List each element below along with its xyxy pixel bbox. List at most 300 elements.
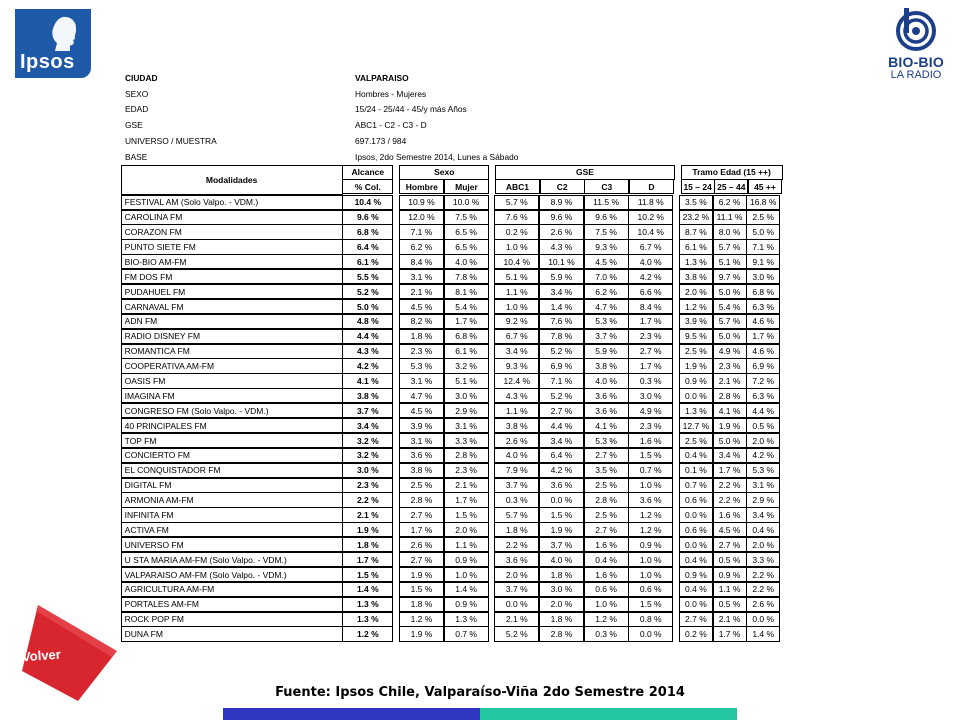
- value-cell: 3.6 %: [628, 492, 673, 507]
- value-cell: 5.2 %: [494, 626, 539, 641]
- table-row: [121, 344, 841, 359]
- value-cell: 2.8 %: [584, 492, 629, 507]
- footer-bar-blue: [223, 708, 480, 720]
- value-cell: 1.7 %: [399, 522, 444, 537]
- meta-row: [125, 117, 518, 133]
- value-cell: 2.5 %: [584, 507, 629, 522]
- value-cell: 0.9 %: [679, 567, 713, 582]
- table-row: [121, 225, 841, 240]
- station-name: PUNTO SIETE FM: [121, 239, 343, 254]
- station-name: BIO-BIO AM-FM: [121, 254, 343, 269]
- table-row: [121, 284, 841, 299]
- value-cell: 1.1 %: [494, 284, 539, 299]
- station-name: OASIS FM: [121, 373, 343, 388]
- value-cell: 3.8 %: [584, 358, 629, 373]
- value-cell: 2.2 %: [746, 582, 780, 597]
- value-cell: 5.7 %: [494, 195, 539, 210]
- value-cell: 9.3 %: [584, 239, 629, 254]
- station-name: ACTIVA FM: [121, 522, 343, 537]
- header-modalidades: Modalidades: [121, 165, 343, 195]
- value-cell: 0.3 %: [628, 373, 673, 388]
- alcance-cell: 4.8 %: [342, 314, 393, 329]
- value-cell: 0.0 %: [679, 507, 713, 522]
- value-cell: 2.7 %: [399, 507, 444, 522]
- value-cell: 3.4 %: [539, 433, 584, 448]
- alcance-cell: 5.5 %: [342, 269, 393, 284]
- value-cell: 4.5 %: [713, 522, 747, 537]
- audience-table: [121, 165, 841, 641]
- station-name: CARNAVAL FM: [121, 299, 343, 314]
- biobio-logo: [880, 6, 952, 100]
- value-cell: 4.9 %: [628, 403, 673, 418]
- meta-key: EDAD: [125, 104, 149, 115]
- value-cell: 6.2 %: [584, 284, 629, 299]
- alcance-cell: 3.4 %: [342, 418, 393, 433]
- value-cell: 4.7 %: [399, 388, 444, 403]
- header-alcance: Alcance: [342, 165, 393, 180]
- table-row: [121, 552, 841, 567]
- station-name: COOPERATIVA AM-FM: [121, 358, 343, 373]
- meta-row: [125, 86, 518, 102]
- value-cell: 0.1 %: [679, 463, 713, 478]
- value-cell: 0.4 %: [679, 448, 713, 463]
- value-cell: 9.2 %: [494, 314, 539, 329]
- value-cell: 1.0 %: [444, 567, 489, 582]
- value-cell: 5.1 %: [713, 254, 747, 269]
- value-cell: 1.8 %: [494, 522, 539, 537]
- meta-value: Ipsos, 2do Semestre 2014, Lunes a Sábado: [355, 151, 519, 162]
- meta-value: 15/24 - 25/44 - 45/y más Años: [355, 104, 467, 115]
- header-gse: GSE: [495, 165, 675, 180]
- value-cell: 5.4 %: [444, 299, 489, 314]
- value-cell: 1.5 %: [444, 507, 489, 522]
- table-row: [121, 329, 841, 344]
- value-cell: 0.2 %: [679, 626, 713, 641]
- value-cell: 4.0 %: [444, 254, 489, 269]
- value-cell: 1.7 %: [444, 492, 489, 507]
- value-cell: 6.9 %: [539, 358, 584, 373]
- value-cell: 3.3 %: [444, 433, 489, 448]
- value-cell: 6.5 %: [444, 224, 489, 239]
- value-cell: 9.3 %: [494, 358, 539, 373]
- value-cell: 1.4 %: [539, 299, 584, 314]
- value-cell: 6.4 %: [539, 448, 584, 463]
- value-cell: 11.8 %: [628, 195, 673, 210]
- value-cell: 5.2 %: [539, 344, 584, 359]
- value-cell: 7.1 %: [399, 224, 444, 239]
- value-cell: 2.1 %: [713, 373, 747, 388]
- value-cell: 2.3 %: [444, 463, 489, 478]
- value-cell: 1.6 %: [628, 433, 673, 448]
- value-cell: 1.2 %: [628, 507, 673, 522]
- header-tramo-edad: Tramo Edad (15 ++): [681, 165, 783, 180]
- value-cell: 1.7 %: [444, 314, 489, 329]
- biobio-name: BIO-BIO: [888, 54, 944, 70]
- value-cell: 1.5 %: [399, 582, 444, 597]
- value-cell: 4.7 %: [584, 299, 629, 314]
- value-cell: 2.3 %: [399, 344, 444, 359]
- table-row: [121, 240, 841, 255]
- alcance-cell: 2.1 %: [342, 507, 393, 522]
- value-cell: 0.0 %: [679, 597, 713, 612]
- value-cell: 2.7 %: [584, 522, 629, 537]
- table-row: [121, 359, 841, 374]
- value-cell: 3.7 %: [584, 329, 629, 344]
- header-sexo-sub: Mujer: [444, 179, 489, 194]
- value-cell: 2.1 %: [399, 284, 444, 299]
- table-row: [121, 627, 841, 642]
- value-cell: 6.6 %: [628, 284, 673, 299]
- station-name: PUDAHUEL FM: [121, 284, 343, 299]
- value-cell: 9.6 %: [584, 210, 629, 225]
- value-cell: 1.9 %: [399, 626, 444, 641]
- header-gse-sub: ABC1: [495, 179, 540, 194]
- table-row: [121, 523, 841, 538]
- value-cell: 3.4 %: [746, 507, 780, 522]
- meta-value: VALPARAISO: [355, 72, 409, 83]
- table-row: [121, 463, 841, 478]
- value-cell: 2.0 %: [746, 433, 780, 448]
- value-cell: 2.9 %: [746, 492, 780, 507]
- value-cell: 2.8 %: [713, 388, 747, 403]
- value-cell: 4.0 %: [628, 254, 673, 269]
- value-cell: 3.9 %: [399, 418, 444, 433]
- value-cell: 3.6 %: [539, 478, 584, 493]
- value-cell: 2.2 %: [494, 537, 539, 552]
- table-row: [121, 210, 841, 225]
- value-cell: 5.0 %: [713, 284, 747, 299]
- alcance-cell: 1.9 %: [342, 522, 393, 537]
- value-cell: 3.0 %: [539, 582, 584, 597]
- value-cell: 8.0 %: [713, 224, 747, 239]
- value-cell: 1.5 %: [539, 507, 584, 522]
- value-cell: 4.2 %: [539, 463, 584, 478]
- table-row: [121, 269, 841, 284]
- value-cell: 7.6 %: [494, 210, 539, 225]
- alcance-cell: 1.3 %: [342, 612, 393, 627]
- value-cell: 0.2 %: [494, 224, 539, 239]
- value-cell: 7.0 %: [584, 269, 629, 284]
- value-cell: 7.6 %: [539, 314, 584, 329]
- value-cell: 0.9 %: [628, 537, 673, 552]
- value-cell: 1.7 %: [628, 358, 673, 373]
- value-cell: 1.1 %: [713, 582, 747, 597]
- value-cell: 0.6 %: [584, 582, 629, 597]
- value-cell: 0.5 %: [713, 552, 747, 567]
- value-cell: 3.7 %: [539, 537, 584, 552]
- value-cell: 1.0 %: [494, 239, 539, 254]
- value-cell: 1.9 %: [713, 418, 747, 433]
- value-cell: 3.1 %: [399, 269, 444, 284]
- value-cell: 1.3 %: [679, 403, 713, 418]
- value-cell: 2.6 %: [399, 537, 444, 552]
- value-cell: 7.1 %: [746, 239, 780, 254]
- value-cell: 2.7 %: [628, 344, 673, 359]
- value-cell: 7.1 %: [539, 373, 584, 388]
- value-cell: 2.0 %: [494, 567, 539, 582]
- value-cell: 8.4 %: [399, 254, 444, 269]
- header-gse-sub: C2: [540, 179, 585, 194]
- value-cell: 0.0 %: [539, 492, 584, 507]
- value-cell: 1.9 %: [399, 567, 444, 582]
- value-cell: 6.5 %: [444, 239, 489, 254]
- alcance-cell: 4.2 %: [342, 358, 393, 373]
- biobio-sub: LA RADIO: [890, 69, 942, 81]
- value-cell: 3.2 %: [444, 358, 489, 373]
- value-cell: 4.6 %: [746, 344, 780, 359]
- value-cell: 3.1 %: [399, 433, 444, 448]
- value-cell: 3.5 %: [584, 463, 629, 478]
- station-name: IMAGINA FM: [121, 388, 343, 403]
- meta-value: Hombres - Mujeres: [355, 88, 427, 99]
- table-row: [121, 433, 841, 448]
- value-cell: 2.5 %: [399, 478, 444, 493]
- value-cell: 0.3 %: [584, 626, 629, 641]
- value-cell: 2.6 %: [746, 597, 780, 612]
- station-name: CONGRESO FM (Solo Valpo. - VDM.): [121, 403, 343, 418]
- value-cell: 0.7 %: [628, 463, 673, 478]
- value-cell: 5.0 %: [713, 329, 747, 344]
- value-cell: 2.1 %: [444, 478, 489, 493]
- value-cell: 5.3 %: [746, 463, 780, 478]
- value-cell: 3.1 %: [399, 373, 444, 388]
- value-cell: 3.8 %: [494, 418, 539, 433]
- value-cell: 2.2 %: [746, 567, 780, 582]
- volver-button-label[interactable]: Volver: [21, 646, 62, 665]
- value-cell: 9.6 %: [539, 210, 584, 225]
- value-cell: 0.6 %: [679, 522, 713, 537]
- value-cell: 4.5 %: [399, 403, 444, 418]
- value-cell: 3.4 %: [494, 344, 539, 359]
- meta-row: [125, 133, 518, 149]
- value-cell: 0.0 %: [679, 537, 713, 552]
- value-cell: 0.0 %: [494, 597, 539, 612]
- value-cell: 1.0 %: [628, 478, 673, 493]
- value-cell: 9.1 %: [746, 254, 780, 269]
- value-cell: 7.9 %: [494, 463, 539, 478]
- value-cell: 0.4 %: [746, 522, 780, 537]
- value-cell: 6.2 %: [713, 195, 747, 210]
- header-pct-col: % Col.: [342, 179, 393, 194]
- value-cell: 2.7 %: [399, 552, 444, 567]
- value-cell: 1.0 %: [628, 552, 673, 567]
- header-edad-sub: 25 – 44: [714, 179, 748, 194]
- header-edad-block: [681, 165, 783, 195]
- value-cell: 2.7 %: [539, 403, 584, 418]
- value-cell: 8.1 %: [444, 284, 489, 299]
- meta-value: ABC1 - C2 - C3 - D: [355, 120, 427, 131]
- value-cell: 2.7 %: [713, 537, 747, 552]
- table-row: [121, 299, 841, 314]
- value-cell: 10.9 %: [399, 195, 444, 210]
- value-cell: 3.7 %: [494, 582, 539, 597]
- value-cell: 1.8 %: [539, 612, 584, 627]
- alcance-cell: 6.4 %: [342, 239, 393, 254]
- value-cell: 2.2 %: [713, 478, 747, 493]
- station-name: UNIVERSO FM: [121, 537, 343, 552]
- value-cell: 0.6 %: [628, 582, 673, 597]
- station-name: EL CONQUISTADOR FM: [121, 463, 343, 478]
- value-cell: 1.4 %: [746, 626, 780, 641]
- header-edad-sub: 45 ++: [748, 179, 782, 194]
- alcance-cell: 5.2 %: [342, 284, 393, 299]
- station-name: DUNA FM: [121, 626, 343, 641]
- alcance-cell: 10.4 %: [342, 195, 393, 210]
- value-cell: 3.9 %: [679, 314, 713, 329]
- value-cell: 1.2 %: [679, 299, 713, 314]
- value-cell: 1.0 %: [494, 299, 539, 314]
- station-name: CORAZON FM: [121, 224, 343, 239]
- value-cell: 1.4 %: [444, 582, 489, 597]
- value-cell: 1.2 %: [628, 522, 673, 537]
- value-cell: 2.9 %: [444, 403, 489, 418]
- value-cell: 5.1 %: [444, 373, 489, 388]
- value-cell: 0.5 %: [713, 597, 747, 612]
- station-name: DIGITAL FM: [121, 478, 343, 493]
- alcance-cell: 1.2 %: [342, 626, 393, 641]
- value-cell: 0.6 %: [679, 492, 713, 507]
- value-cell: 1.5 %: [628, 448, 673, 463]
- table-row: [121, 448, 841, 463]
- value-cell: 8.2 %: [399, 314, 444, 329]
- value-cell: 5.2 %: [539, 388, 584, 403]
- source-footer: Fuente: Ipsos Chile, Valparaíso-Viña 2do Semestre 2014: [275, 685, 685, 700]
- value-cell: 3.1 %: [444, 418, 489, 433]
- value-cell: 3.6 %: [399, 448, 444, 463]
- alcance-cell: 6.8 %: [342, 224, 393, 239]
- header-edad-sub: 15 – 24: [681, 179, 715, 194]
- header-gse-block: [495, 165, 675, 195]
- value-cell: 1.0 %: [584, 597, 629, 612]
- value-cell: 6.1 %: [679, 239, 713, 254]
- header-sexo: Sexo: [399, 165, 489, 180]
- station-name: TOP FM: [121, 433, 343, 448]
- value-cell: 5.0 %: [713, 433, 747, 448]
- value-cell: 3.0 %: [746, 269, 780, 284]
- value-cell: 12.7 %: [679, 418, 713, 433]
- alcance-cell: 1.4 %: [342, 582, 393, 597]
- biobio-emblem-icon: [893, 6, 939, 52]
- value-cell: 2.6 %: [539, 224, 584, 239]
- value-cell: 2.0 %: [746, 537, 780, 552]
- value-cell: 6.9 %: [746, 358, 780, 373]
- value-cell: 3.6 %: [494, 552, 539, 567]
- value-cell: 5.7 %: [494, 507, 539, 522]
- value-cell: 7.8 %: [539, 329, 584, 344]
- value-cell: 9.7 %: [713, 269, 747, 284]
- ipsos-wordmark: Ipsos: [20, 51, 75, 73]
- ipsos-logo: [15, 9, 91, 78]
- meta-key: BASE: [125, 151, 148, 162]
- station-name: AGRICULTURA AM-FM: [121, 582, 343, 597]
- value-cell: 1.3 %: [679, 254, 713, 269]
- table-row: [121, 612, 841, 627]
- alcance-cell: 3.2 %: [342, 448, 393, 463]
- value-cell: 5.0 %: [746, 224, 780, 239]
- table-row: [121, 389, 841, 404]
- value-cell: 0.0 %: [746, 612, 780, 627]
- meta-key: SEXO: [125, 88, 149, 99]
- value-cell: 2.5 %: [679, 433, 713, 448]
- value-cell: 10.4 %: [628, 224, 673, 239]
- alcance-cell: 1.8 %: [342, 537, 393, 552]
- value-cell: 1.8 %: [399, 597, 444, 612]
- alcance-cell: 1.7 %: [342, 552, 393, 567]
- value-cell: 1.3 %: [444, 612, 489, 627]
- value-cell: 2.1 %: [494, 612, 539, 627]
- table-row: [121, 195, 841, 210]
- value-cell: 5.1 %: [494, 269, 539, 284]
- value-cell: 5.9 %: [584, 344, 629, 359]
- value-cell: 2.1 %: [713, 612, 747, 627]
- value-cell: 3.0 %: [444, 388, 489, 403]
- alcance-cell: 4.4 %: [342, 329, 393, 344]
- value-cell: 0.7 %: [679, 478, 713, 493]
- value-cell: 5.9 %: [539, 269, 584, 284]
- value-cell: 2.8 %: [399, 492, 444, 507]
- value-cell: 9.5 %: [679, 329, 713, 344]
- value-cell: 6.8 %: [746, 284, 780, 299]
- value-cell: 1.2 %: [584, 612, 629, 627]
- value-cell: 1.5 %: [628, 597, 673, 612]
- value-cell: 1.9 %: [539, 522, 584, 537]
- alcance-cell: 2.3 %: [342, 478, 393, 493]
- station-name: ARMONIA AM-FM: [121, 492, 343, 507]
- value-cell: 5.3 %: [399, 358, 444, 373]
- value-cell: 3.4 %: [539, 284, 584, 299]
- value-cell: 0.0 %: [628, 626, 673, 641]
- value-cell: 4.3 %: [494, 388, 539, 403]
- value-cell: 6.3 %: [746, 299, 780, 314]
- station-name: 40 PRINCIPALES FM: [121, 418, 343, 433]
- value-cell: 4.0 %: [494, 448, 539, 463]
- value-cell: 10.2 %: [628, 210, 673, 225]
- alcance-cell: 5.0 %: [342, 299, 393, 314]
- value-cell: 6.3 %: [746, 388, 780, 403]
- station-name: CAROLINA FM: [121, 210, 343, 225]
- value-cell: 2.5 %: [679, 344, 713, 359]
- alcance-cell: 9.6 %: [342, 210, 393, 225]
- alcance-cell: 6.1 %: [342, 254, 393, 269]
- value-cell: 2.5 %: [746, 210, 780, 225]
- value-cell: 2.3 %: [628, 329, 673, 344]
- value-cell: 0.4 %: [679, 582, 713, 597]
- table-row: [121, 478, 841, 493]
- header-gse-sub: D: [629, 179, 674, 194]
- alcance-cell: 1.5 %: [342, 567, 393, 582]
- value-cell: 1.7 %: [628, 314, 673, 329]
- value-cell: 3.6 %: [584, 388, 629, 403]
- value-cell: 6.7 %: [628, 239, 673, 254]
- value-cell: 2.0 %: [539, 597, 584, 612]
- value-cell: 0.7 %: [444, 626, 489, 641]
- value-cell: 1.8 %: [399, 329, 444, 344]
- value-cell: 4.4 %: [539, 418, 584, 433]
- table-row: [121, 374, 841, 389]
- table-row: [121, 493, 841, 508]
- value-cell: 23.2 %: [679, 210, 713, 225]
- value-cell: 3.6 %: [584, 403, 629, 418]
- alcance-cell: 1.3 %: [342, 597, 393, 612]
- alcance-cell: 4.3 %: [342, 344, 393, 359]
- value-cell: 4.6 %: [746, 314, 780, 329]
- value-cell: 3.3 %: [746, 552, 780, 567]
- header-alcance-block: [343, 165, 394, 195]
- table-row: [121, 403, 841, 418]
- value-cell: 5.3 %: [584, 314, 629, 329]
- value-cell: 4.5 %: [584, 254, 629, 269]
- value-cell: 4.2 %: [628, 269, 673, 284]
